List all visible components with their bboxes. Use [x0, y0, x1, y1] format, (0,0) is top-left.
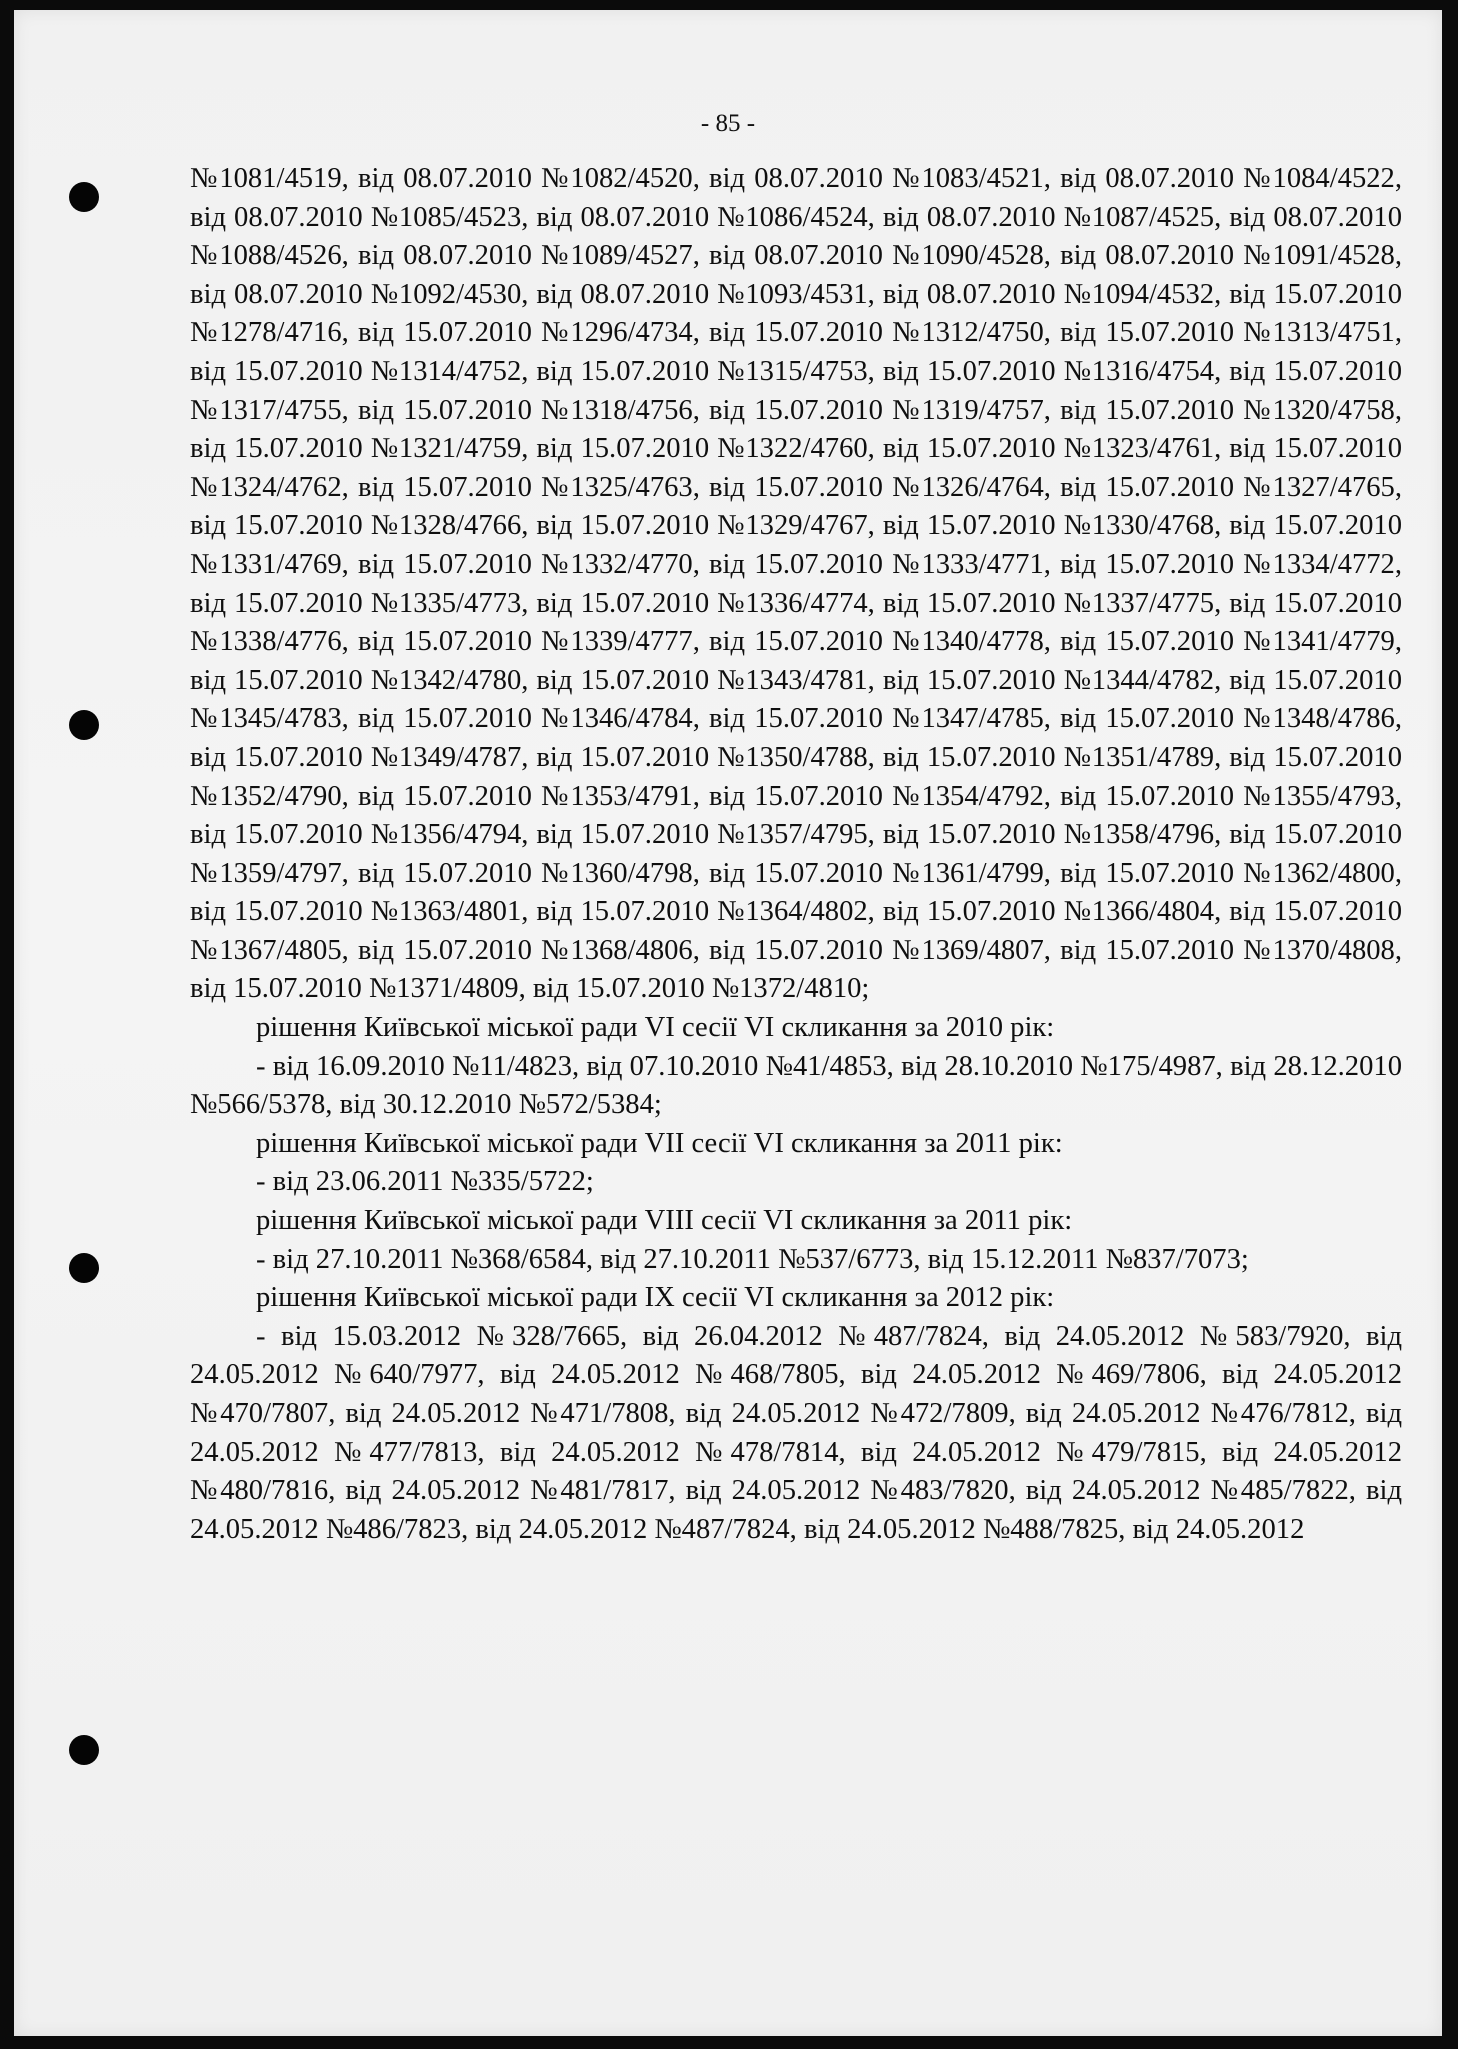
section-heading: рішення Київської міської ради IX сесії VI скликання за 2012 рік: [256, 1282, 1055, 1314]
decision-list: - від 16.09.2010 №11/4823, від 07.10.2010 №41/4853, від 28.10.2010 №175/4987, від 28.12.2010 №566/5378, від 30.12.2010 №572/5384; [190, 1050, 1402, 1121]
section-heading: рішення Київської міської ради VI сесії VI скликання за 2010 рік: [256, 1012, 1055, 1044]
section-heading: рішення Київської міської ради VIII сесії VI скликання за 2011 рік: [256, 1205, 1073, 1237]
document-page [14, 10, 1442, 2036]
section-heading: рішення Київської міської ради VII сесії VI скликання за 2011 рік: [256, 1127, 1063, 1159]
decision-list: - від 27.10.2011 №368/6584, від 27.10.2011 №537/6773, від 15.12.2011 №837/7073; [256, 1243, 1249, 1275]
punch-hole [69, 710, 99, 740]
punch-hole [69, 1253, 99, 1283]
decision-list: - від 23.06.2011 №335/5722; [256, 1166, 594, 1198]
punch-hole [69, 1735, 99, 1765]
document-body [190, 160, 1402, 1549]
decision-list: - від 15.03.2012 №328/7665, від 26.04.2012 №487/7824, від 24.05.2012 №583/7920, від 24.05.2012 №640/7977, від 24.05.2012 №468/7805, від 24.05.2012 №469/7806, від 24.05.2012 №470/7807, від 24.05.2012 №471/7808, від 24.05.2012 №472/7809, від 24.05.2012 №476/7812, від 24.05.2012 №477/7813, від 24.05.2012 №478/7814, від 24.05.2012 №479/7815, від 24.05.2012 №480/7816, від 24.05.2012 №481/7817, від 24.05.2012 №483/7820, від 24.05.2012 №485/7822, від 24.05.2012 №486/7823, від 24.05.2012 №487/7824, від 24.05.2012 №488/7825, від 24.05.2012 [190, 1320, 1402, 1545]
decision-list-continuation: №1081/4519, від 08.07.2010 №1082/4520, від 08.07.2010 №1083/4521, від 08.07.2010 №1084/4522, від 08.07.2010 №1085/4523, від 08.07.2010 №1086/4524, від 08.07.2010 №1087/4525, від 08.07.2010 №1088/4526, від 08.07.2010 №1089/4527, від 08.07.2010 №1090/4528, від 08.07.2010 №1091/4528, від 08.07.2010 №1092/4530, від 08.07.2010 №1093/4531, від 08.07.2010 №1094/4532, від 15.07.2010 №1278/4716, від 15.07.2010 №1296/4734, від 15.07.2010 №1312/4750, від 15.07.2010 №1313/4751, від 15.07.2010 №1314/4752, від 15.07.2010 №1315/4753, від 15.07.2010 №1316/4754, від 15.07.2010 №1317/4755, від 15.07.2010 №1318/4756, від 15.07.2010 №1319/4757, від 15.07.2010 №1320/4758, від 15.07.2010 №1321/4759, від 15.07.2010 №1322/4760, від 15.07.2010 №1323/4761, від 15.07.2010 №1324/4762, від 15.07.2010 №1325/4763, від 15.07.2010 №1326/4764, від 15.07.2010 №1327/4765, від 15.07.2010 №1328/4766, від 15.07.2010 №1329/4767, від 15.07.2010 №1330/4768, від 15.07.2010 №1331/4769, від 15.07.2010 №1332/4770, від 15.07.2010 №1333/4771, від 15.07.2010 №1334/4772, від 15.07.2010 №1335/4773, від 15.07.2010 №1336/4774, від 15.07.2010 №1337/4775, від 15.07.2010 №1338/4776, від 15.07.2010 №1339/4777, від 15.07.2010 №1340/4778, від 15.07.2010 №1341/4779, від 15.07.2010 №1342/4780, від 15.07.2010 №1343/4781, від 15.07.2010 №1344/4782, від 15.07.2010 №1345/4783, від 15.07.2010 №1346/4784, від 15.07.2010 №1347/4785, від 15.07.2010 №1348/4786, від 15.07.2010 №1349/4787, від 15.07.2010 №1350/4788, від 15.07.2010 №1351/4789, від 15.07.2010 №1352/4790, від 15.07.2010 №1353/4791, від 15.07.2010 №1354/4792, від 15.07.2010 №1355/4793, від 15.07.2010 №1356/4794, від 15.07.2010 №1357/4795, від 15.07.2010 №1358/4796, від 15.07.2010 №1359/4797, від 15.07.2010 №1360/4798, від 15.07.2010 №1361/4799, від 15.07.2010 №1362/4800, від 15.07.2010 №1363/4801, від 15.07.2010 №1364/4802, від 15.07.2010 №1366/4804, від 15.07.2010 №1367/4805, від 15.07.2010 №1368/4806, від 15.07.2010 №1369/4807, від 15.07.2010 №1370/4808, від 15.07.2010 №1371/4809, від 15.07.2010 №1372/4810; [190, 163, 1402, 1005]
page-number: - 85 - [700, 110, 756, 137]
punch-hole [69, 182, 99, 212]
